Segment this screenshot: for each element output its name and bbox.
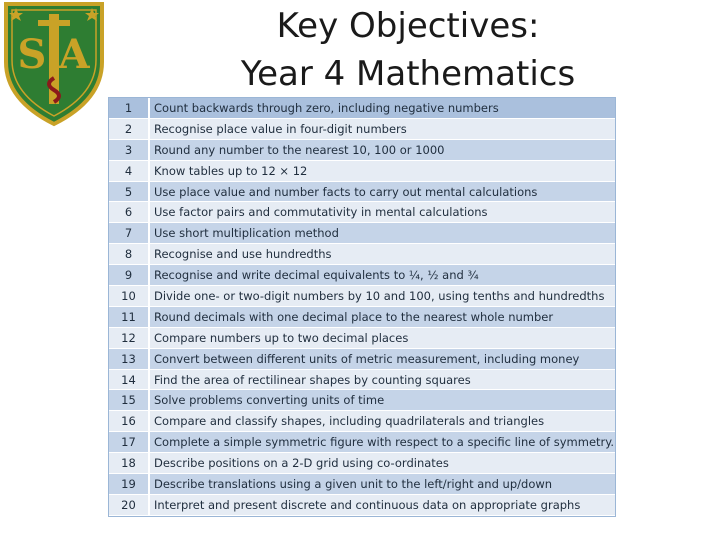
table-row xyxy=(109,411,615,432)
table-row xyxy=(109,244,615,265)
objective-text: Know tables up to 12 × 12 xyxy=(149,160,615,181)
objective-number: 10 xyxy=(109,286,149,307)
objective-text: Use factor pairs and commutativity in mental calculations xyxy=(149,202,615,223)
table-row xyxy=(109,265,615,286)
title-line-2: Year 4 Mathematics xyxy=(240,54,576,94)
objective-number: 18 xyxy=(109,453,149,474)
table-row xyxy=(109,474,615,495)
objective-number: 7 xyxy=(109,223,149,244)
objective-text: Recognise place value in four-digit numbers xyxy=(149,118,615,139)
table-row xyxy=(109,139,615,160)
objectives-table xyxy=(108,97,616,517)
table-row xyxy=(109,202,615,223)
objective-number: 9 xyxy=(109,265,149,286)
objective-number: 16 xyxy=(109,411,149,432)
objective-number: 1 xyxy=(109,98,149,118)
crest-letter-a: A xyxy=(58,31,90,78)
objective-text: Round decimals with one decimal place to the nearest whole number xyxy=(149,306,615,327)
objective-number: 17 xyxy=(109,432,149,453)
objective-number: 5 xyxy=(109,181,149,202)
objective-text: Round any number to the nearest 10, 100 or 1000 xyxy=(149,139,615,160)
objective-text: Complete a simple symmetric figure with respect to a specific line of symmetry. xyxy=(149,432,615,453)
objective-text: Describe translations using a given unit to the left/right and up/down xyxy=(149,474,615,495)
table-row xyxy=(109,348,615,369)
objective-number: 3 xyxy=(109,139,149,160)
objective-number: 20 xyxy=(109,494,149,515)
objective-number: 11 xyxy=(109,306,149,327)
objective-number: 15 xyxy=(109,390,149,411)
objective-number: 8 xyxy=(109,244,149,265)
crest-letter-s: S xyxy=(17,31,47,78)
objective-number: 19 xyxy=(109,474,149,495)
objective-number: 6 xyxy=(109,202,149,223)
objective-text: Count backwards through zero, including negative numbers xyxy=(149,98,615,118)
objective-text: Compare numbers up to two decimal places xyxy=(149,327,615,348)
objective-text: Divide one- or two-digit numbers by 10 and 100, using tenths and hundredths xyxy=(149,286,615,307)
objective-text: Interpret and present discrete and continuous data on appropriate graphs xyxy=(149,494,615,515)
table-row xyxy=(109,223,615,244)
table-row xyxy=(109,160,615,181)
objective-number: 14 xyxy=(109,369,149,390)
table-row xyxy=(109,369,615,390)
objective-text: Compare and classify shapes, including quadrilaterals and triangles xyxy=(149,411,615,432)
table-row xyxy=(109,494,615,515)
table-row xyxy=(109,390,615,411)
table-row xyxy=(109,98,615,118)
table-row xyxy=(109,286,615,307)
objective-text: Solve problems converting units of time xyxy=(149,390,615,411)
objective-number: 2 xyxy=(109,118,149,139)
objective-text: Recognise and use hundredths xyxy=(149,244,615,265)
objective-text: Use place value and number facts to carry out mental calculations xyxy=(149,181,615,202)
table-row xyxy=(109,181,615,202)
table-row xyxy=(109,327,615,348)
objective-number: 12 xyxy=(109,327,149,348)
objective-text: Convert between different units of metric measurement, including money xyxy=(149,348,615,369)
title-line-1: Key Objectives: xyxy=(276,6,540,46)
objective-number: 13 xyxy=(109,348,149,369)
table-row xyxy=(109,453,615,474)
objective-number: 4 xyxy=(109,160,149,181)
objective-text: Describe positions on a 2-D grid using co-ordinates xyxy=(149,453,615,474)
objective-text: Find the area of rectilinear shapes by counting squares xyxy=(149,369,615,390)
objective-text: Use short multiplication method xyxy=(149,223,615,244)
page-title xyxy=(200,2,616,98)
table-row xyxy=(109,432,615,453)
table-row xyxy=(109,306,615,327)
school-crest-logo xyxy=(2,0,106,128)
objective-text: Recognise and write decimal equivalents to ¼, ½ and ¾ xyxy=(149,265,615,286)
table-row xyxy=(109,118,615,139)
